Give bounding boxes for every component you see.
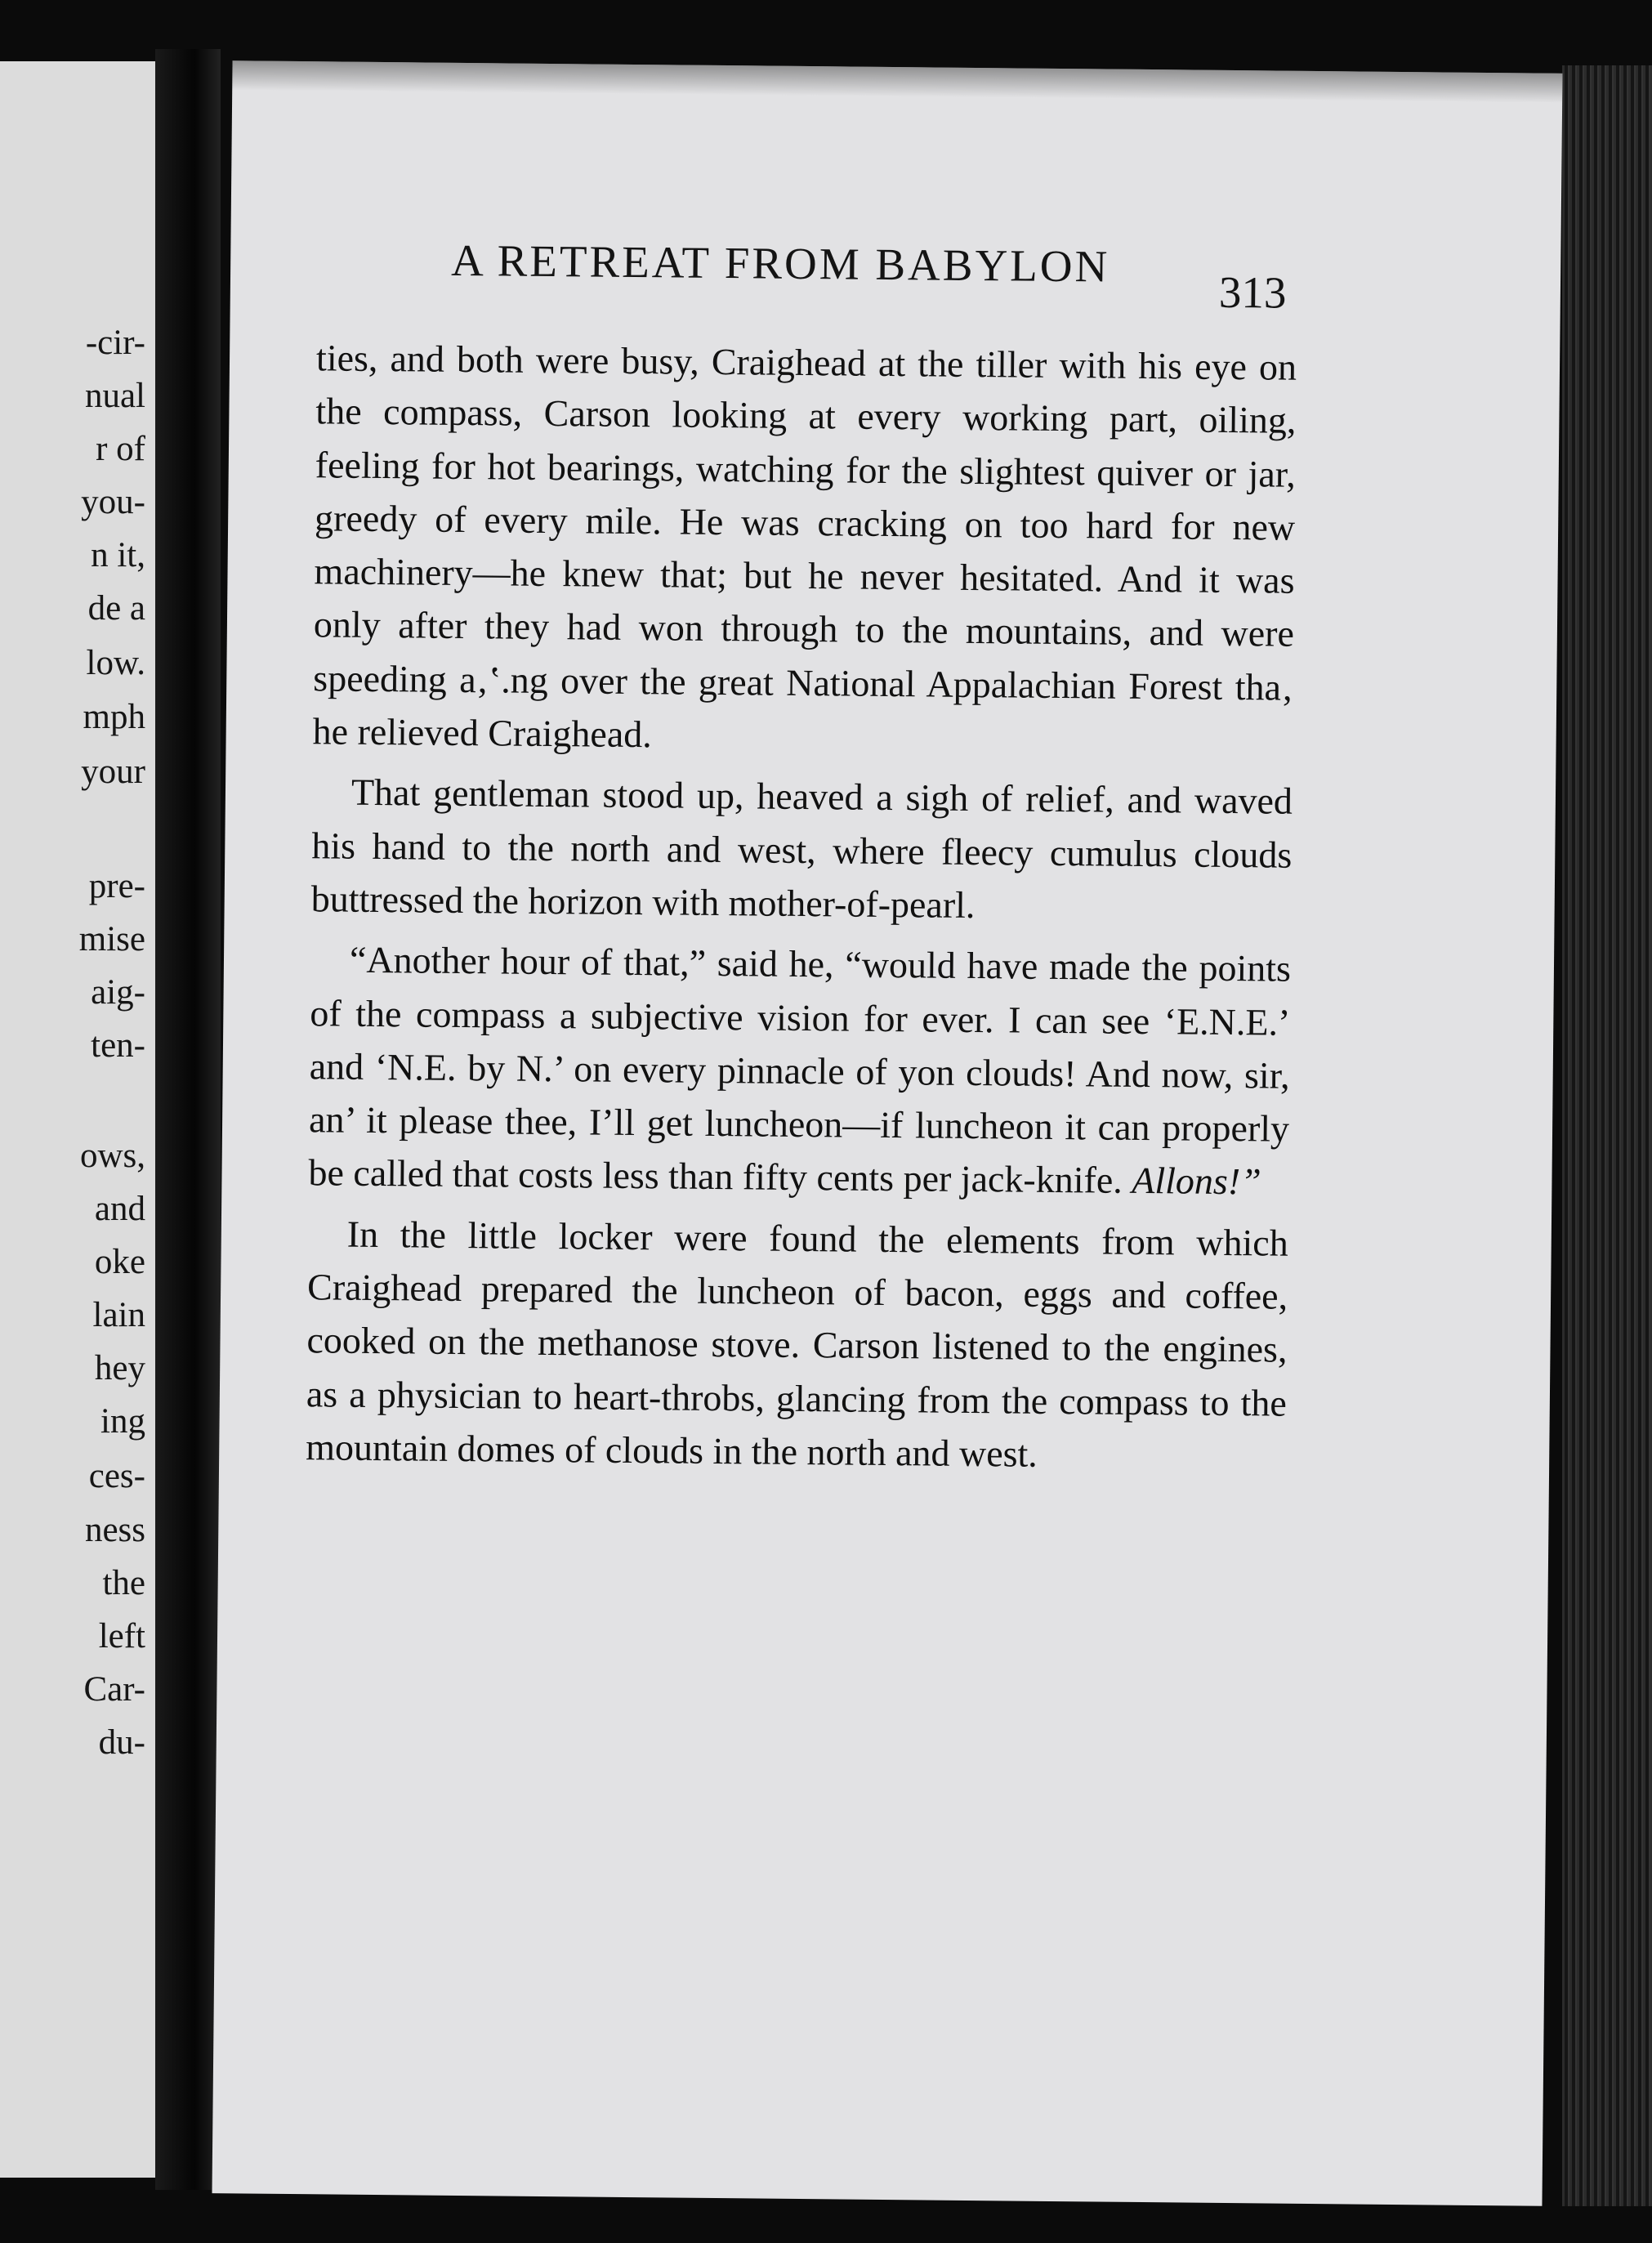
facing-page-fragment: aig- [91,973,145,1012]
paragraph: That gentleman stood up, heaved a sigh of relief, and waved his hand to the north and west, where fleecy cumulus clouds buttressed the horizon with mother-of-pearl. [310,771,1293,926]
facing-page-fragment: and [94,1190,145,1228]
facing-page-fragment: left [98,1617,145,1655]
facing-page-fragment: your [81,753,145,791]
italic-exclamation: Allons!” [1132,1159,1261,1203]
page-top-shadow [232,60,1562,103]
page-number: 313 [1218,266,1287,318]
facing-page-fragment: mise [78,920,145,958]
facing-page-fragment: oke [94,1243,145,1281]
facing-page-fragment: ness [84,1511,145,1549]
paragraph-text: “Another hour of that,” said he, “would have made the points of the compass a subjective vision for ever. I can see ‘E.N.E.’ and ‘N.E. by N.’ on every pinnacle of yon clouds! And now, sir, an’ it please thee, I’ll get luncheon—if luncheon it can properly be called that costs less than fifty cents per jack-knife. [308,938,1292,1202]
facing-page-fragment: de a [87,589,145,628]
body-text [306,331,1297,1483]
facing-page-fragment: nual [84,377,145,415]
facing-page-fragment: pre- [88,867,145,905]
facing-page-fragment: du- [98,1723,145,1762]
facing-page-fragment: hey [94,1349,145,1387]
book-page [212,60,1563,2206]
facing-page-fragment: n it, [91,536,145,574]
facing-page-fragment: ows, [79,1137,145,1175]
facing-page-fragment: low. [86,644,145,682]
facing-page-fragment: ces- [88,1457,145,1495]
facing-page-fragment: lain [92,1296,145,1334]
facing-page-fragment: you- [81,483,145,521]
paragraph [308,932,1291,1209]
facing-page-fragment: mph [83,698,145,736]
page-edges-right [1562,65,1652,2206]
running-head: A RETREAT FROM BABYLON [450,235,1110,292]
paragraph: In the little locker were found the elements from which Craighead prepared the luncheon of bacon, eggs and coffee, cooked on the methanose stove. Carson listened to the engines, as a physician to heart-throbs, glancing from the compass to the mountain domes of clouds in the north and west. [306,1213,1288,1475]
facing-page-fragment: the [102,1564,145,1602]
book-gutter [155,49,221,2190]
facing-page-left [0,61,155,2178]
facing-page-fragment: -cir- [85,324,145,362]
facing-page-fragment: ten- [91,1026,145,1065]
paragraph: ties, and both were busy, Craighead at the tiller with his eye on the compass, Carson looking at every working part, oiling, feeling for hot bearings, watching for the slightest quiver or jar, greedy of every mile. He was cracking on too hard for new machinery—he knew that; but he never hesitated. And it was only after they had won through to the mountains, and were speeding a‚‛.ng over the great National Appalachian Forest tha‚ he relieved Craighead. [312,337,1297,756]
facing-page-fragment: Car- [83,1670,145,1709]
facing-page-fragment: r of [96,430,145,468]
facing-page-fragment: ing [100,1402,145,1441]
